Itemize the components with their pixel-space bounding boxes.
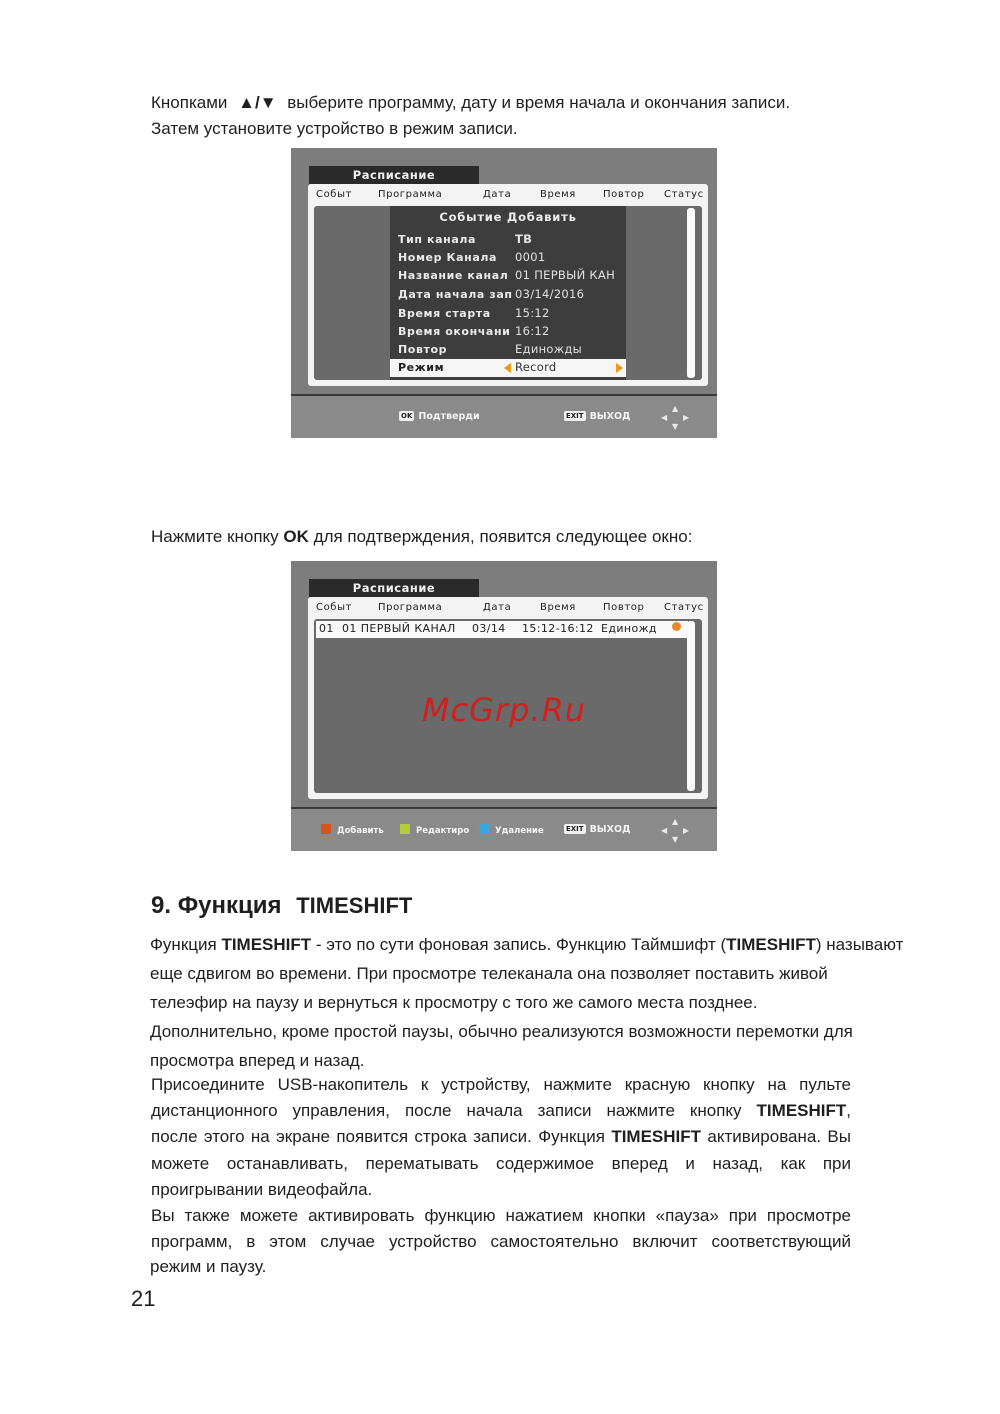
- col-event: Событ: [316, 189, 352, 200]
- paragraph-line: еще сдвигом во времени. При просмотре телеканала она позволяет поставить живой: [150, 964, 828, 983]
- col-status: Статус: [664, 189, 704, 200]
- green-button-icon: [400, 824, 410, 834]
- exit-key-icon: EXIT: [566, 825, 584, 833]
- confirm-instruction: Нажмите кнопку OK для подтверждения, появится следующее окно:: [151, 527, 693, 546]
- field-label: Дата начала зап: [398, 288, 513, 301]
- col-date: Дата: [483, 189, 512, 200]
- schedule-tab-title: Расписание: [309, 579, 479, 597]
- col-status: Статус: [664, 602, 704, 613]
- col-time: Время: [540, 189, 576, 200]
- col-program: Программа: [378, 602, 443, 613]
- row-event: 01: [319, 622, 334, 635]
- col-time: Время: [540, 602, 576, 613]
- record-status-icon: [672, 622, 681, 631]
- row-date: 03/14: [472, 622, 506, 635]
- paragraph-line: программ, в этом случае устройство самостоятельно включит соответствующий: [151, 1232, 851, 1251]
- schedule-tab-title: Расписание: [309, 166, 479, 184]
- up-down-arrows-icon: ▲/▼: [238, 93, 277, 112]
- paragraph-line: телеэфир на паузу и вернуться к просмотру с того же самого места позднее.: [150, 993, 758, 1012]
- field-value[interactable]: 15:12: [515, 306, 550, 320]
- add-button[interactable]: Добавить: [321, 824, 384, 836]
- blue-button-icon: [479, 824, 489, 834]
- edit-button[interactable]: Редактиро: [400, 824, 469, 836]
- exit-button[interactable]: EXIT ВЫХОД: [566, 824, 631, 835]
- delete-button[interactable]: Удаление: [479, 824, 544, 836]
- paragraph-line: после этого на экране появится строка записи. Функция TIMESHIFT активирована. Вы: [151, 1127, 851, 1146]
- mode-value[interactable]: Record: [515, 360, 557, 374]
- mode-label: Режим: [398, 361, 445, 374]
- field-value[interactable]: 01 ПЕРВЫЙ КАН: [515, 268, 616, 282]
- intro-line-2: Затем установите устройство в режим записи.: [151, 119, 518, 138]
- col-program: Программа: [378, 189, 443, 200]
- paragraph-line: просмотра вперед и назад.: [150, 1051, 365, 1070]
- schedule-add-screen: [291, 148, 717, 438]
- bottom-bar: [291, 807, 717, 851]
- row-repeat: Единожд: [601, 622, 657, 635]
- intro-line-1: Кнопками ▲/▼ выберите программу, дату и время начала и окончания записи.: [151, 93, 791, 112]
- arrow-left-icon[interactable]: [504, 363, 511, 373]
- mode-selector-row[interactable]: [390, 359, 626, 377]
- field-label: Повтор: [398, 343, 448, 356]
- field-label: Название канал: [398, 269, 509, 282]
- field-label: Время окончани: [398, 325, 511, 338]
- field-value[interactable]: 03/14/2016: [515, 287, 585, 301]
- ok-key-icon: OK: [401, 412, 413, 420]
- field-label: Номер Канала: [398, 251, 498, 264]
- field-value[interactable]: Единожды: [515, 342, 583, 356]
- ok-confirm-button[interactable]: OK Подтверди: [401, 411, 480, 422]
- schedule-row[interactable]: [316, 621, 688, 638]
- exit-button[interactable]: EXIT ВЫХОД: [566, 411, 631, 422]
- paragraph-line: проигрывании видеофайла.: [151, 1180, 373, 1199]
- navigation-cross-icon: ▲ ◀ ▶ ▼: [661, 817, 690, 844]
- watermark: McGrp.Ru: [421, 691, 587, 729]
- paragraph-line: Присоедините USB-накопитель к устройству, нажмите красную кнопку на пульте: [151, 1075, 851, 1094]
- field-label: Тип канала: [398, 233, 477, 246]
- field-value[interactable]: 0001: [515, 250, 546, 264]
- paragraph-line: можете останавливать, перематывать содержимое вперед и назад, как при: [151, 1154, 851, 1173]
- row-program: 01 ПЕРВЫЙ КАНАЛ: [342, 622, 456, 635]
- field-value[interactable]: ТВ: [515, 232, 533, 246]
- paragraph-line: режим и паузу.: [150, 1257, 267, 1276]
- add-event-dialog: [390, 206, 626, 380]
- dialog-title: Событие Добавить: [439, 210, 577, 224]
- col-repeat: Повтор: [603, 602, 645, 613]
- scrollbar[interactable]: [687, 208, 695, 378]
- row-time: 15:12-16:12: [522, 622, 594, 635]
- paragraph-line: Дополнительно, кроме простой паузы, обычно реализуются возможности перемотки для: [150, 1022, 853, 1041]
- paragraph-line: Вы также можете активировать функцию нажатием кнопки «пауза» при просмотре: [151, 1206, 851, 1225]
- col-event: Событ: [316, 602, 352, 613]
- col-date: Дата: [483, 602, 512, 613]
- red-button-icon: [321, 824, 331, 834]
- schedule-list-screen: [291, 561, 717, 851]
- bottom-bar: [291, 394, 717, 438]
- section-heading: 9. Функция TIMESHIFT: [151, 892, 413, 919]
- exit-key-icon: EXIT: [566, 412, 584, 420]
- field-value[interactable]: 16:12: [515, 324, 550, 338]
- arrow-right-icon[interactable]: [616, 363, 623, 373]
- col-repeat: Повтор: [603, 189, 645, 200]
- paragraph-line: дистанционного управления, после начала записи нажмите кнопку TIMESHIFT,: [151, 1101, 851, 1120]
- field-label: Время старта: [398, 307, 491, 320]
- paragraph-line: Функция TIMESHIFT - это по сути фоновая запись. Функцию Таймшифт (TIMESHIFT) называют: [150, 935, 904, 954]
- navigation-cross-icon: ▲ ◀ ▶ ▼: [661, 404, 690, 431]
- page-number: 21: [131, 1286, 156, 1311]
